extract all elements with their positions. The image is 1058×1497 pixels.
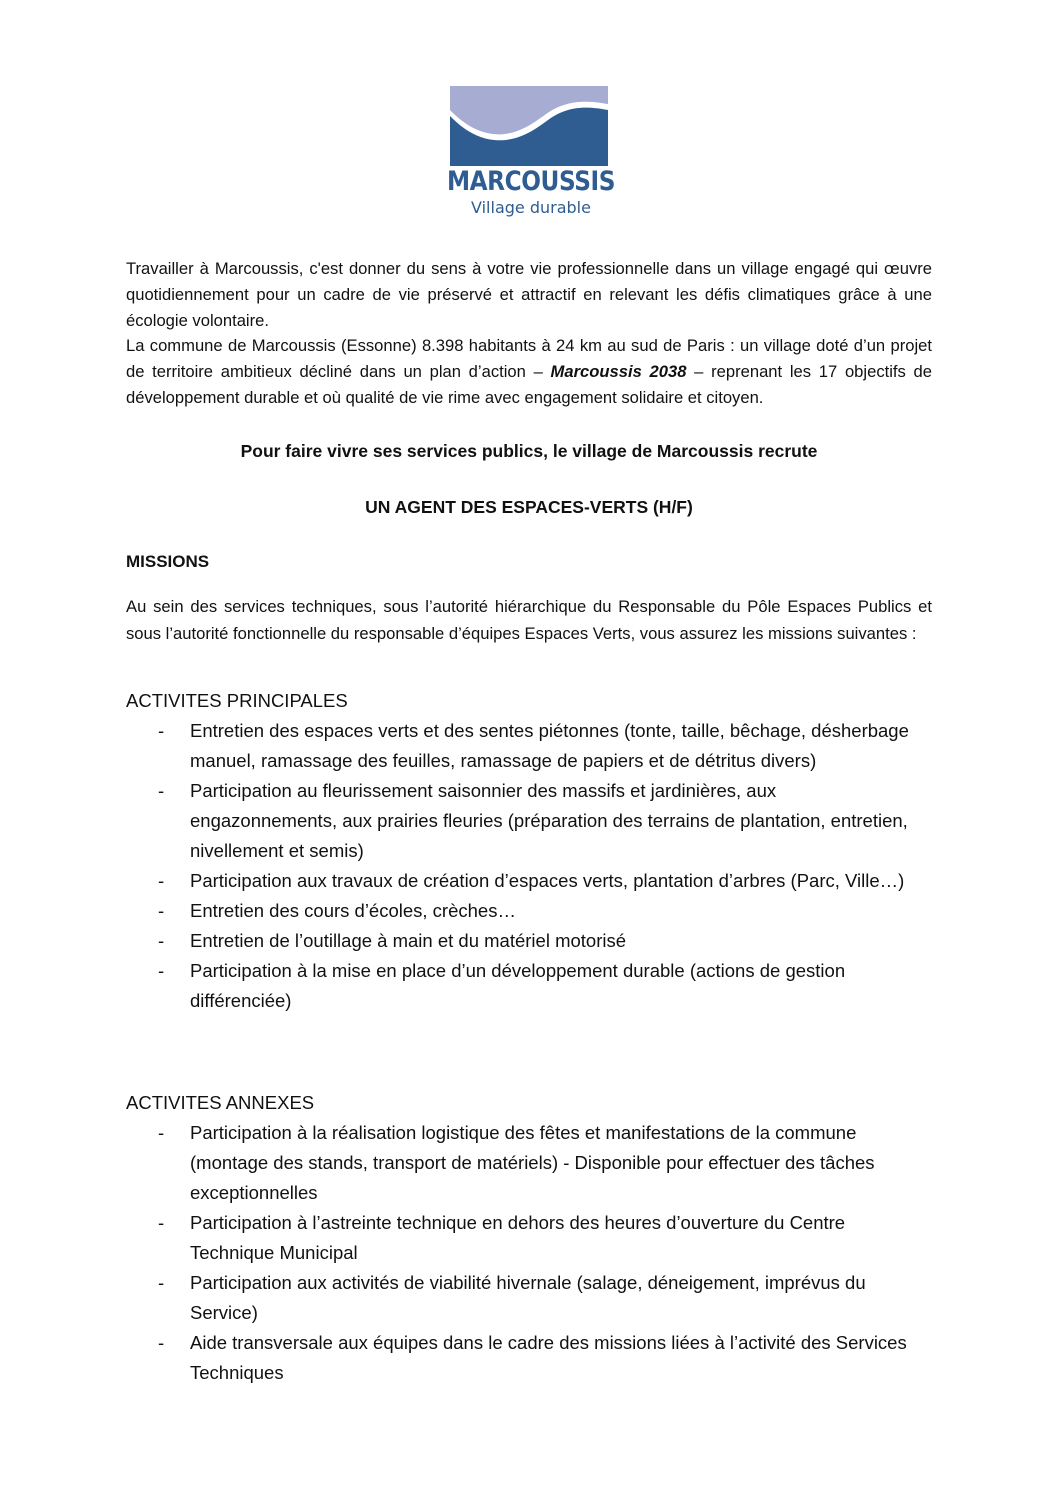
list-item [158,866,918,896]
bullet-dash: - [158,900,165,921]
bullet-dash: - [158,870,165,891]
job-title: UN AGENT DES ESPACES-VERTS (H/F) [365,497,693,517]
bullet-dash: - [158,1122,165,1143]
annex-activities-heading: ACTIVITES ANNEXES [126,1092,315,1113]
intro-p2-after: – reprenant les 17 objectifs de développement durable et où qualité de vie rime avec engagement solidaire et citoyen. [126,362,932,407]
list-item [158,716,918,776]
bullet-dash: - [158,930,165,951]
list-item-text: Participation aux travaux de création d’espaces verts, plantation d’arbres (Parc, Ville…) [190,870,905,891]
bullet-dash: - [158,1332,165,1353]
intro-p2-before: La commune de Marcoussis (Essonne) 8.398 habitants à 24 km au sud de Paris : un village doté d’un projet de territoire ambitieux décliné dans un plan d’action – [126,336,932,382]
list-item [158,896,918,926]
bullet-dash: - [158,1272,165,1293]
list-item [158,776,918,866]
list-item-text: Participation au fleurissement saisonnier des massifs et jardinières, aux engazonnements, aux prairies fleuries (préparation des terrains de plantation, entretien, nivellement et semis) [190,780,908,861]
wave-emblem-icon [428,70,634,166]
logo-tagline: Village durable [471,198,591,217]
list-item-text: Aide transversale aux équipes dans le cadre des missions liées à l’activité des Services Techniques [190,1332,907,1383]
list-item-text: Participation à l’astreinte technique en dehors des heures d’ouverture du Centre Technique Municipal [190,1212,846,1263]
missions-heading: MISSIONS [126,552,210,571]
list-item-text: Entretien de l’outillage à main et du matériel motorisé [190,930,627,951]
list-item-text: Participation aux activités de viabilité hivernale (salage, déneigement, imprévus du Service) [190,1272,866,1323]
list-item [158,1118,918,1208]
annex-activities-list [158,1118,918,1388]
main-activities-heading: ACTIVITES PRINCIPALES [126,690,348,711]
intro-p2-emphasis: Marcoussis 2038 [550,362,687,382]
main-activities-list [158,716,918,1016]
bullet-dash: - [158,720,165,741]
bullet-dash: - [158,960,165,981]
list-item-text: Entretien des cours d’écoles, crèches… [190,900,516,921]
list-item-text: Participation à la réalisation logistique des fêtes et manifestations de la commune (montage des stands, transport de matériels) - Disponible pour effectuer des tâches exceptionnelles [190,1122,875,1203]
list-item [158,956,918,1016]
list-item [158,926,918,956]
intro-paragraph-2 [126,333,932,410]
marcoussis-logo [428,70,634,230]
list-item [158,1208,918,1268]
recruitment-headline: Pour faire vivre ses services publics, le village de Marcoussis recrute [240,441,818,461]
bullet-dash: - [158,1212,165,1233]
list-item [158,1268,918,1328]
missions-description: Au sein des services techniques, sous l’autorité hiérarchique du Responsable du Pôle Espaces Publics et sous l’autorité fonctionnelle du responsable d’équipes Espaces Verts, vous assurez les missions suivantes : [126,597,932,643]
logo-name: MARCOUSSIS [446,166,616,197]
intro-paragraph-1: Travailler à Marcoussis, c'est donner du sens à votre vie professionnelle dans un village engagé qui œuvre quotidiennement pour un cadre de vie préservé et attractif en relevant les défis climatiques grâce à une écologie volontaire. [126,259,932,330]
intro-text [126,256,932,411]
list-item-text: Participation à la mise en place d’un développement durable (actions de gestion différenciée) [190,960,846,1011]
list-item-text: Entretien des espaces verts et des sentes piétonnes (tonte, taille, bêchage, désherbage manuel, ramassage des feuilles, ramassage de papiers et de détritus divers) [190,720,909,771]
list-item [158,1328,918,1388]
bullet-dash: - [158,780,165,801]
